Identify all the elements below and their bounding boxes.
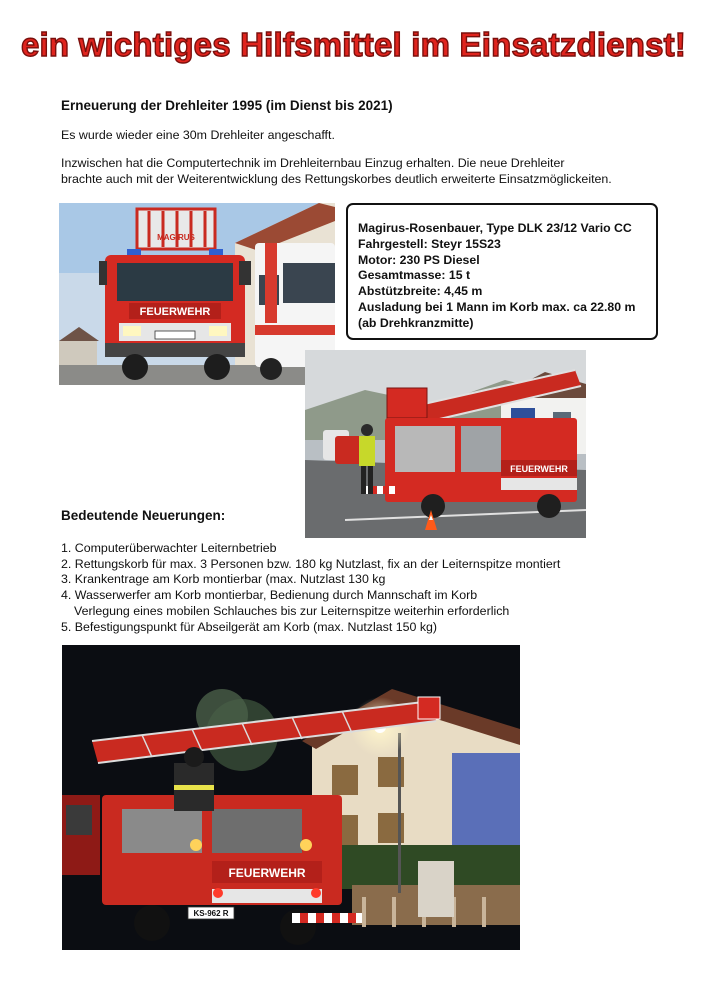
spec-reach: Ausladung bei 1 Mann im Korb max. ca 22.80 m [358,299,636,314]
spec-reach-note: (ab Drehkranzmitte) [358,315,474,330]
list-item-continuation: Verlegung eines mobilen Schlauches bis zur Leiternspitze weiterhin erforderlich [74,603,510,618]
cab-feuerwehr-sign: FEUERWEHR [139,306,211,318]
section-title-drehleiter-1995: Erneuerung der Drehleiter 1995 (im Dienst bis 2021) [61,98,393,113]
photo-truck-rear [305,350,586,538]
technology-paragraph-line-2: brachte auch mit der Weiterentwicklung des Rettungskorbes deutlich erweiterte Einsatzmöglickeiten. [61,172,612,186]
intro-paragraph: Es wurde wieder eine 30m Drehleiter angeschafft. [61,128,335,142]
spec-engine: Motor: 230 PS Diesel [358,252,480,267]
section-title-neuerungen: Bedeutende Neuerungen: [61,508,226,523]
photo-truck-front [59,203,335,385]
spec-total-mass: Gesamtmasse: 15 t [358,268,471,283]
spec-chassis: Fahrgestell: Steyr 15S23 [358,236,501,251]
list-item: 2. Rettungskorb für max. 3 Personen bzw. 180 kg Nutzlast, fix an der Leiternspitze montiert [61,556,561,571]
rear-feuerwehr-sign: FEUERWEHR [510,464,568,474]
spec-outrigger-width: Abstützbreite: 4,45 m [358,284,483,299]
innovations-list [61,541,560,635]
license-plate: KS-962 R [193,909,229,918]
technology-paragraph-line-1: Inzwischen hat die Computertechnik im Drehleiternbau Einzug erhalten. Die neue Drehleiter [61,156,565,170]
specification-box [346,203,658,340]
spec-type: Magirus-Rosenbauer, Type DLK 23/12 Vario CC [358,221,632,235]
night-feuerwehr-sign: FEUERWEHR [228,866,306,880]
list-item: 5. Befestigungspunkt für Abseilgerät am Korb (max. Nutzlast 150 kg) [61,619,438,634]
technology-paragraph [61,155,612,187]
list-item: 4. Wasserwerfer am Korb montierbar, Bedienung durch Mannschaft im Korb [61,588,478,603]
list-item: 1. Computerüberwachter Leiternbetrieb [61,541,277,555]
list-item: 3. Krankentrage am Korb montierbar (max. Nutzlast 130 kg [61,572,386,587]
photo-night-operation [62,645,520,950]
ladder-brand-label: MAGIRUS [157,233,195,242]
page-headline: ein wichtiges Hilfsmittel im Einsatzdienst! [20,26,687,63]
